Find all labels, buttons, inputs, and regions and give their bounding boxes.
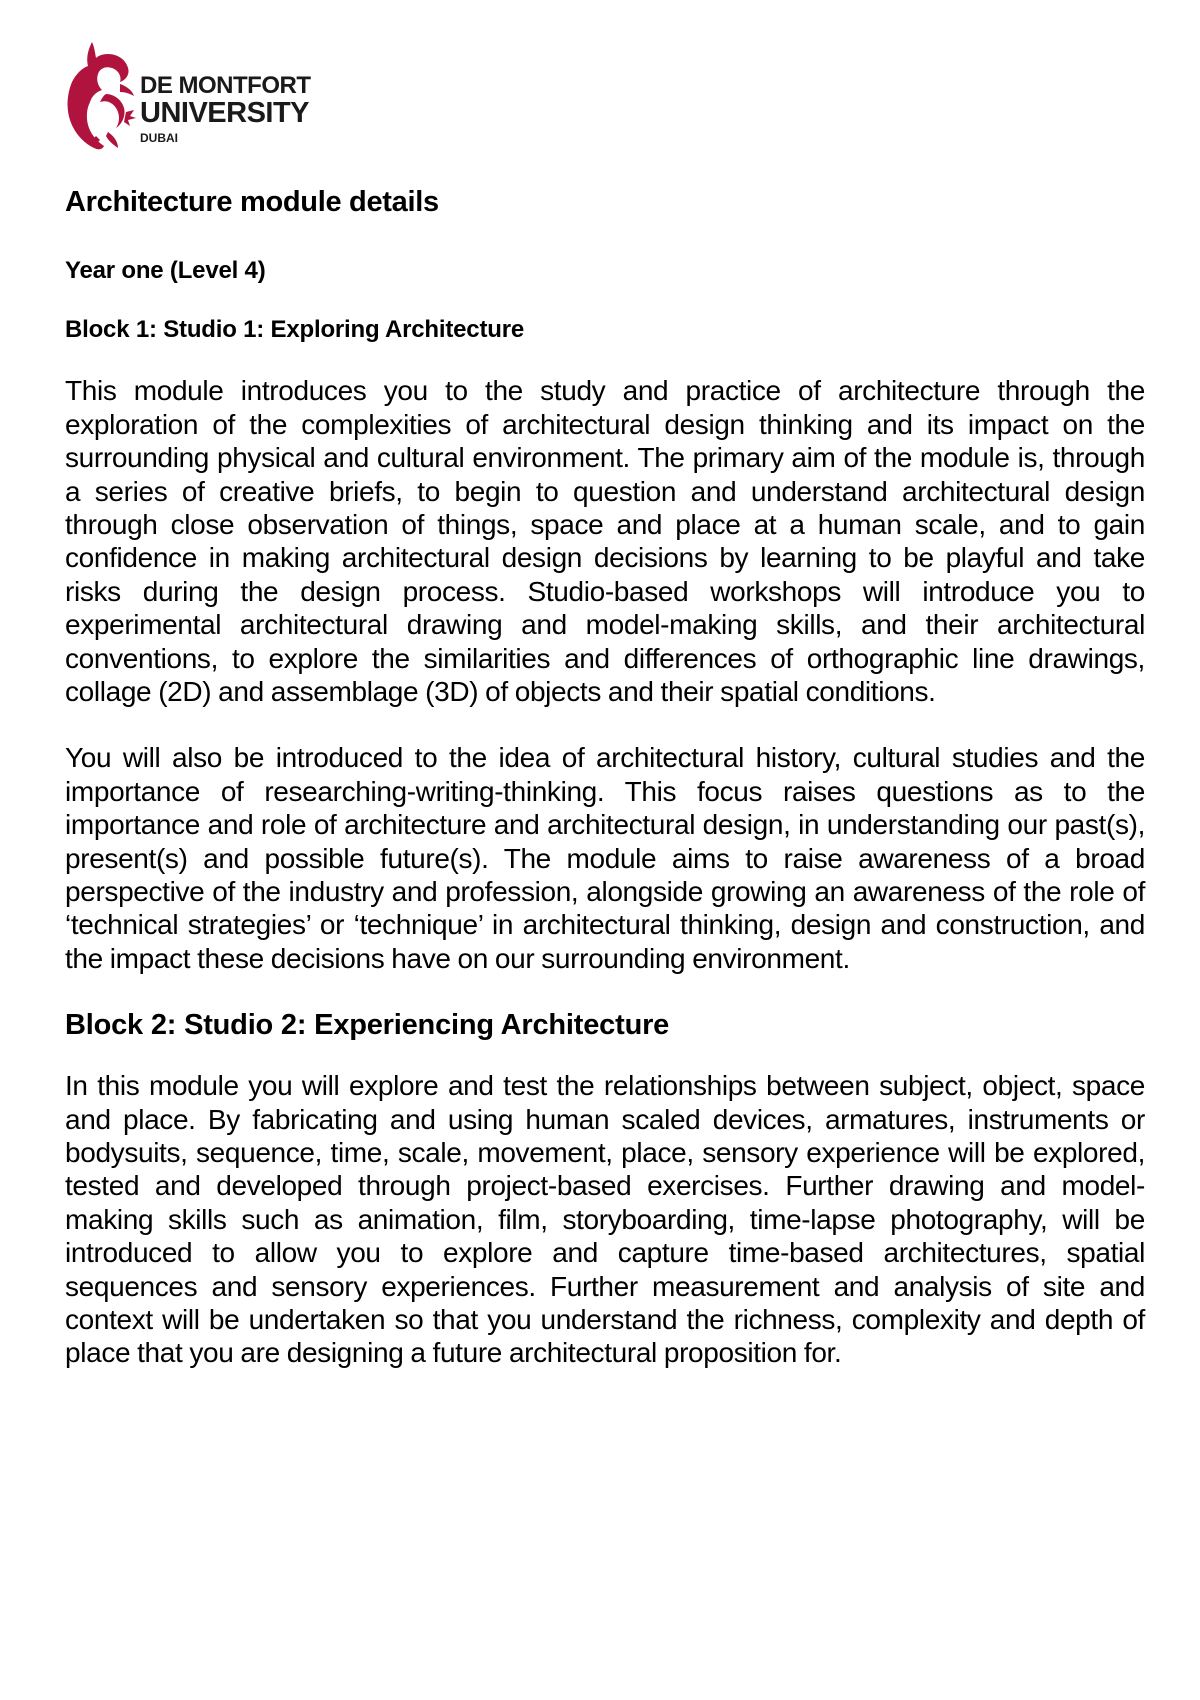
block2-paragraph-1: In this module you will explore and test the relationships between subject, object, space and place. By fabricating and using human scaled devices, armatures, instruments or bodysuits, sequence, time, scale, movement, place, sensory experience will be explored, tested and developed through project-based exercises. Further drawing and model-making skills such as animation, film, storyboarding, time-lapse photography, will be introduced to allow you to explore and capture time-based architectures, spatial sequences and sensory experiences. Further measurement and analysis of site and context will be undertaken so that you understand the richness, complexity and depth of place that you are designing a future architectural proposition for. xyxy=(65,1070,1145,1369)
logo-line-dubai: DUBAI xyxy=(140,131,178,145)
year-heading: Year one (Level 4) xyxy=(65,256,266,284)
block1-paragraph-2: You will also be introduced to the idea of architectural history, cultural studies and the importance of researching-writing-thinking. This focus raises questions as to the importance and role of architecture and architectural design, in understanding our past(s), present(s) and possible future(s). The module aims to raise awareness of a broad perspective of the industry and profession, alongside growing an awareness of the role of ‘technical strategies’ or ‘technique’ in architectural thinking, design and construction, and the impact these decisions have on our surrounding environment. xyxy=(65,742,1145,974)
griffin-crest-icon xyxy=(62,40,140,152)
logo-line-de-montfort: DE MONTFORT xyxy=(140,72,311,99)
block1-paragraph-1: This module introduces you to the study and practice of architecture through the exploration of the complexities of architectural design thinking and its impact on the surrounding physical and cultural environment. The primary aim of the module is, through a series of creative briefs, to begin to question and understand architectural design through close observation of things, space and place at a human scale, and to gain confidence in making architectural design decisions by learning to be playful and take risks during the design process. Studio-based workshops will introduce you to experimental architectural drawing and model-making skills, and their architectural conventions, to explore the similarities and differences of orthographic line drawings, collage (2D) and assemblage (3D) of objects and their spatial conditions. xyxy=(65,375,1145,708)
document-title: Architecture module details xyxy=(65,186,439,218)
block2-heading: Block 2: Studio 2: Experiencing Architecture xyxy=(65,1009,670,1042)
block1-heading: Block 1: Studio 1: Exploring Architecture xyxy=(65,315,524,343)
logo-line-university: UNIVERSITY xyxy=(140,97,310,129)
logo-wordmark xyxy=(140,74,310,144)
university-logo xyxy=(62,40,342,152)
document-content xyxy=(65,185,1145,1403)
